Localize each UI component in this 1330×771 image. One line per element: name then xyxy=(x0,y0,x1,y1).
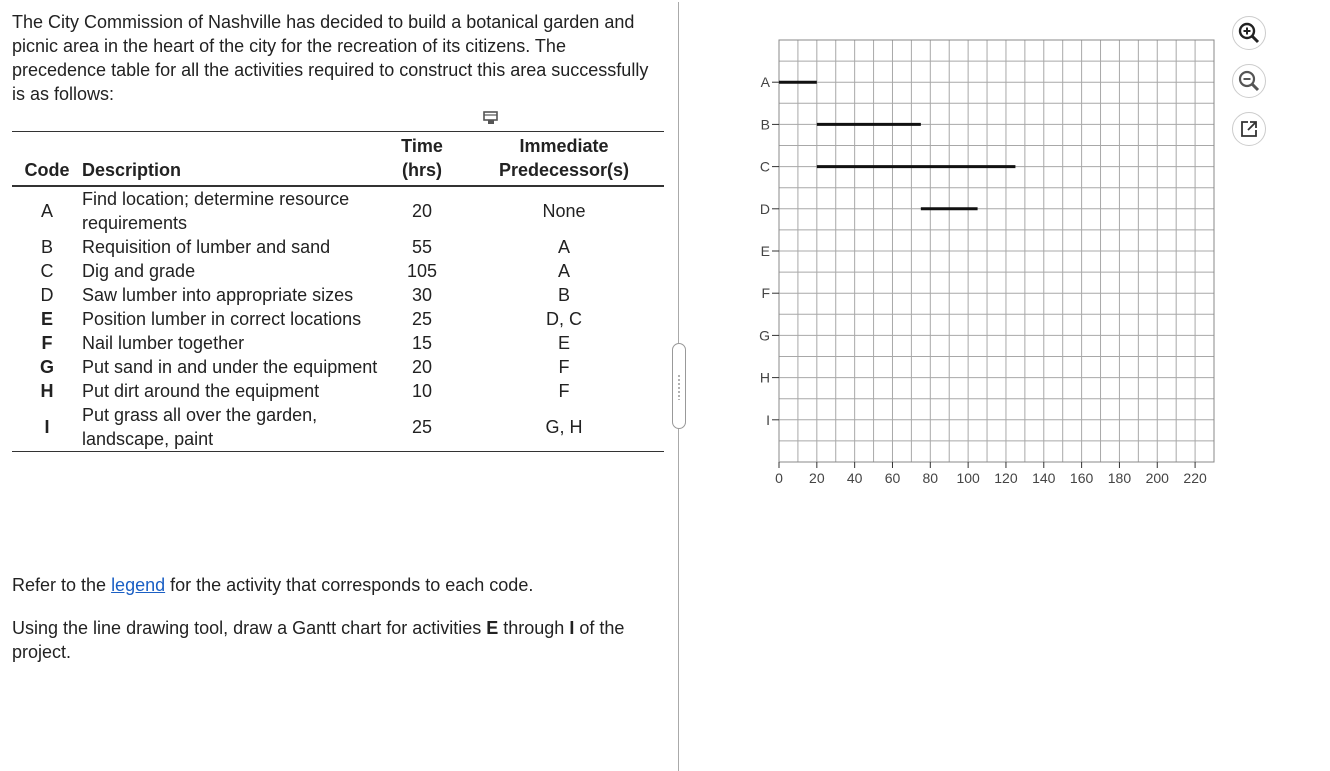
gantt-chart[interactable] xyxy=(745,30,1225,500)
cell-time: 20 xyxy=(411,357,433,377)
x-tick-label: 60 xyxy=(884,470,901,486)
cell-predecessors: A xyxy=(557,237,570,257)
popout-icon[interactable] xyxy=(1232,112,1266,146)
cell-code: E xyxy=(40,309,53,329)
y-tick-label: D xyxy=(759,200,770,217)
cell-description: Saw lumber into appropriate sizes xyxy=(82,285,354,305)
cell-description: Put dirt around the equipment xyxy=(82,381,320,401)
x-tick-label: 120 xyxy=(994,470,1018,486)
intro-text: The City Commission of Nashville has decided to build a botanical garden and picnic area in the heart of the city for the recreation of its citizens. The precedence table for all the activities required to construct this area successfully is as follows: xyxy=(12,12,649,104)
y-tick-label: F xyxy=(761,285,770,302)
cell-time: 25 xyxy=(411,417,433,437)
header-description: Description xyxy=(82,160,182,180)
cell-code: H xyxy=(40,381,54,401)
cell-description: Put sand in and under the equipment xyxy=(82,357,378,377)
cell-code: F xyxy=(41,333,53,353)
instruction-after: of the project. xyxy=(12,618,625,662)
y-tick-label: H xyxy=(759,369,770,386)
panel-resize-handle[interactable] xyxy=(672,343,686,429)
y-tick-label: E xyxy=(760,243,770,259)
instruction-text xyxy=(12,616,657,664)
instruction-before: Using the line drawing tool, draw a Gantt chart for activities xyxy=(12,618,487,638)
cell-predecessors: E xyxy=(557,333,570,353)
cell-code: B xyxy=(40,237,53,257)
cell-time: 55 xyxy=(411,237,433,257)
cell-code: D xyxy=(40,285,54,305)
x-tick-label: 80 xyxy=(922,470,939,486)
table-row xyxy=(12,403,664,452)
copy-table-icon[interactable] xyxy=(482,110,500,126)
header-time: Time (hrs) xyxy=(401,136,443,180)
y-tick-label: I xyxy=(766,411,770,428)
y-tick-label: B xyxy=(760,116,770,133)
table-row xyxy=(12,259,664,283)
cell-time: 105 xyxy=(406,261,438,281)
cell-predecessors: B xyxy=(557,285,570,305)
zoom-in-icon[interactable] xyxy=(1232,16,1266,50)
x-tick-label: 220 xyxy=(1183,470,1207,486)
x-tick-label: 160 xyxy=(1069,470,1094,486)
cell-code: I xyxy=(44,417,50,437)
refer-before: Refer to the xyxy=(12,575,112,595)
instruction-bold-start: E xyxy=(486,618,499,638)
table-row xyxy=(12,283,664,307)
x-tick-label: 40 xyxy=(846,470,863,486)
cell-code: C xyxy=(40,261,54,281)
cell-code: G xyxy=(39,357,54,377)
cell-description: Put grass all over the garden, landscape, paint xyxy=(82,405,318,449)
cell-time: 30 xyxy=(411,285,433,305)
x-tick-label: 100 xyxy=(956,470,980,486)
cell-time: 15 xyxy=(411,333,433,353)
cell-time: 25 xyxy=(411,309,433,329)
table-header-row xyxy=(12,132,664,187)
header-predecessors: Immediate Predecessor(s) xyxy=(498,136,630,180)
instruction-middle: through xyxy=(498,618,570,638)
zoom-out-icon[interactable] xyxy=(1232,64,1266,98)
cell-predecessors: G, H xyxy=(545,417,583,437)
table-row xyxy=(12,307,664,331)
header-code: Code xyxy=(24,160,70,180)
y-tick-label: C xyxy=(759,158,770,175)
y-tick-label: G xyxy=(759,327,770,344)
refer-text xyxy=(12,573,657,597)
cell-predecessors: D, C xyxy=(546,309,582,329)
precedence-table xyxy=(12,131,664,452)
instruction-bold-end: I xyxy=(569,618,575,638)
table-row xyxy=(12,235,664,259)
cell-description: Nail lumber together xyxy=(82,333,245,353)
cell-description: Requisition of lumber and sand xyxy=(82,237,331,257)
question-panel xyxy=(12,10,664,662)
x-tick-label: 200 xyxy=(1145,470,1169,486)
x-tick-label: 0 xyxy=(775,470,783,486)
cell-code: A xyxy=(40,201,53,221)
cell-time: 20 xyxy=(411,201,433,221)
cell-predecessors: F xyxy=(558,357,570,377)
x-tick-label: 20 xyxy=(809,470,825,486)
x-tick-label: 180 xyxy=(1107,470,1132,486)
table-row xyxy=(12,331,664,355)
cell-description: Position lumber in correct locations xyxy=(82,309,362,329)
cell-predecessors: F xyxy=(558,381,570,401)
cell-predecessors: None xyxy=(542,201,586,221)
table-row xyxy=(12,379,664,403)
y-tick-label: A xyxy=(760,74,770,91)
legend-link[interactable]: legend xyxy=(111,575,166,595)
x-tick-label: 140 xyxy=(1032,470,1056,486)
cell-time: 10 xyxy=(411,381,433,401)
table-row xyxy=(12,355,664,379)
cell-predecessors: A xyxy=(557,261,570,281)
cell-description: Find location; determine resource requirements xyxy=(82,189,350,233)
refer-after: for the activity that corresponds to each code. xyxy=(165,575,534,595)
table-row xyxy=(12,186,664,235)
cell-description: Dig and grade xyxy=(82,261,196,281)
